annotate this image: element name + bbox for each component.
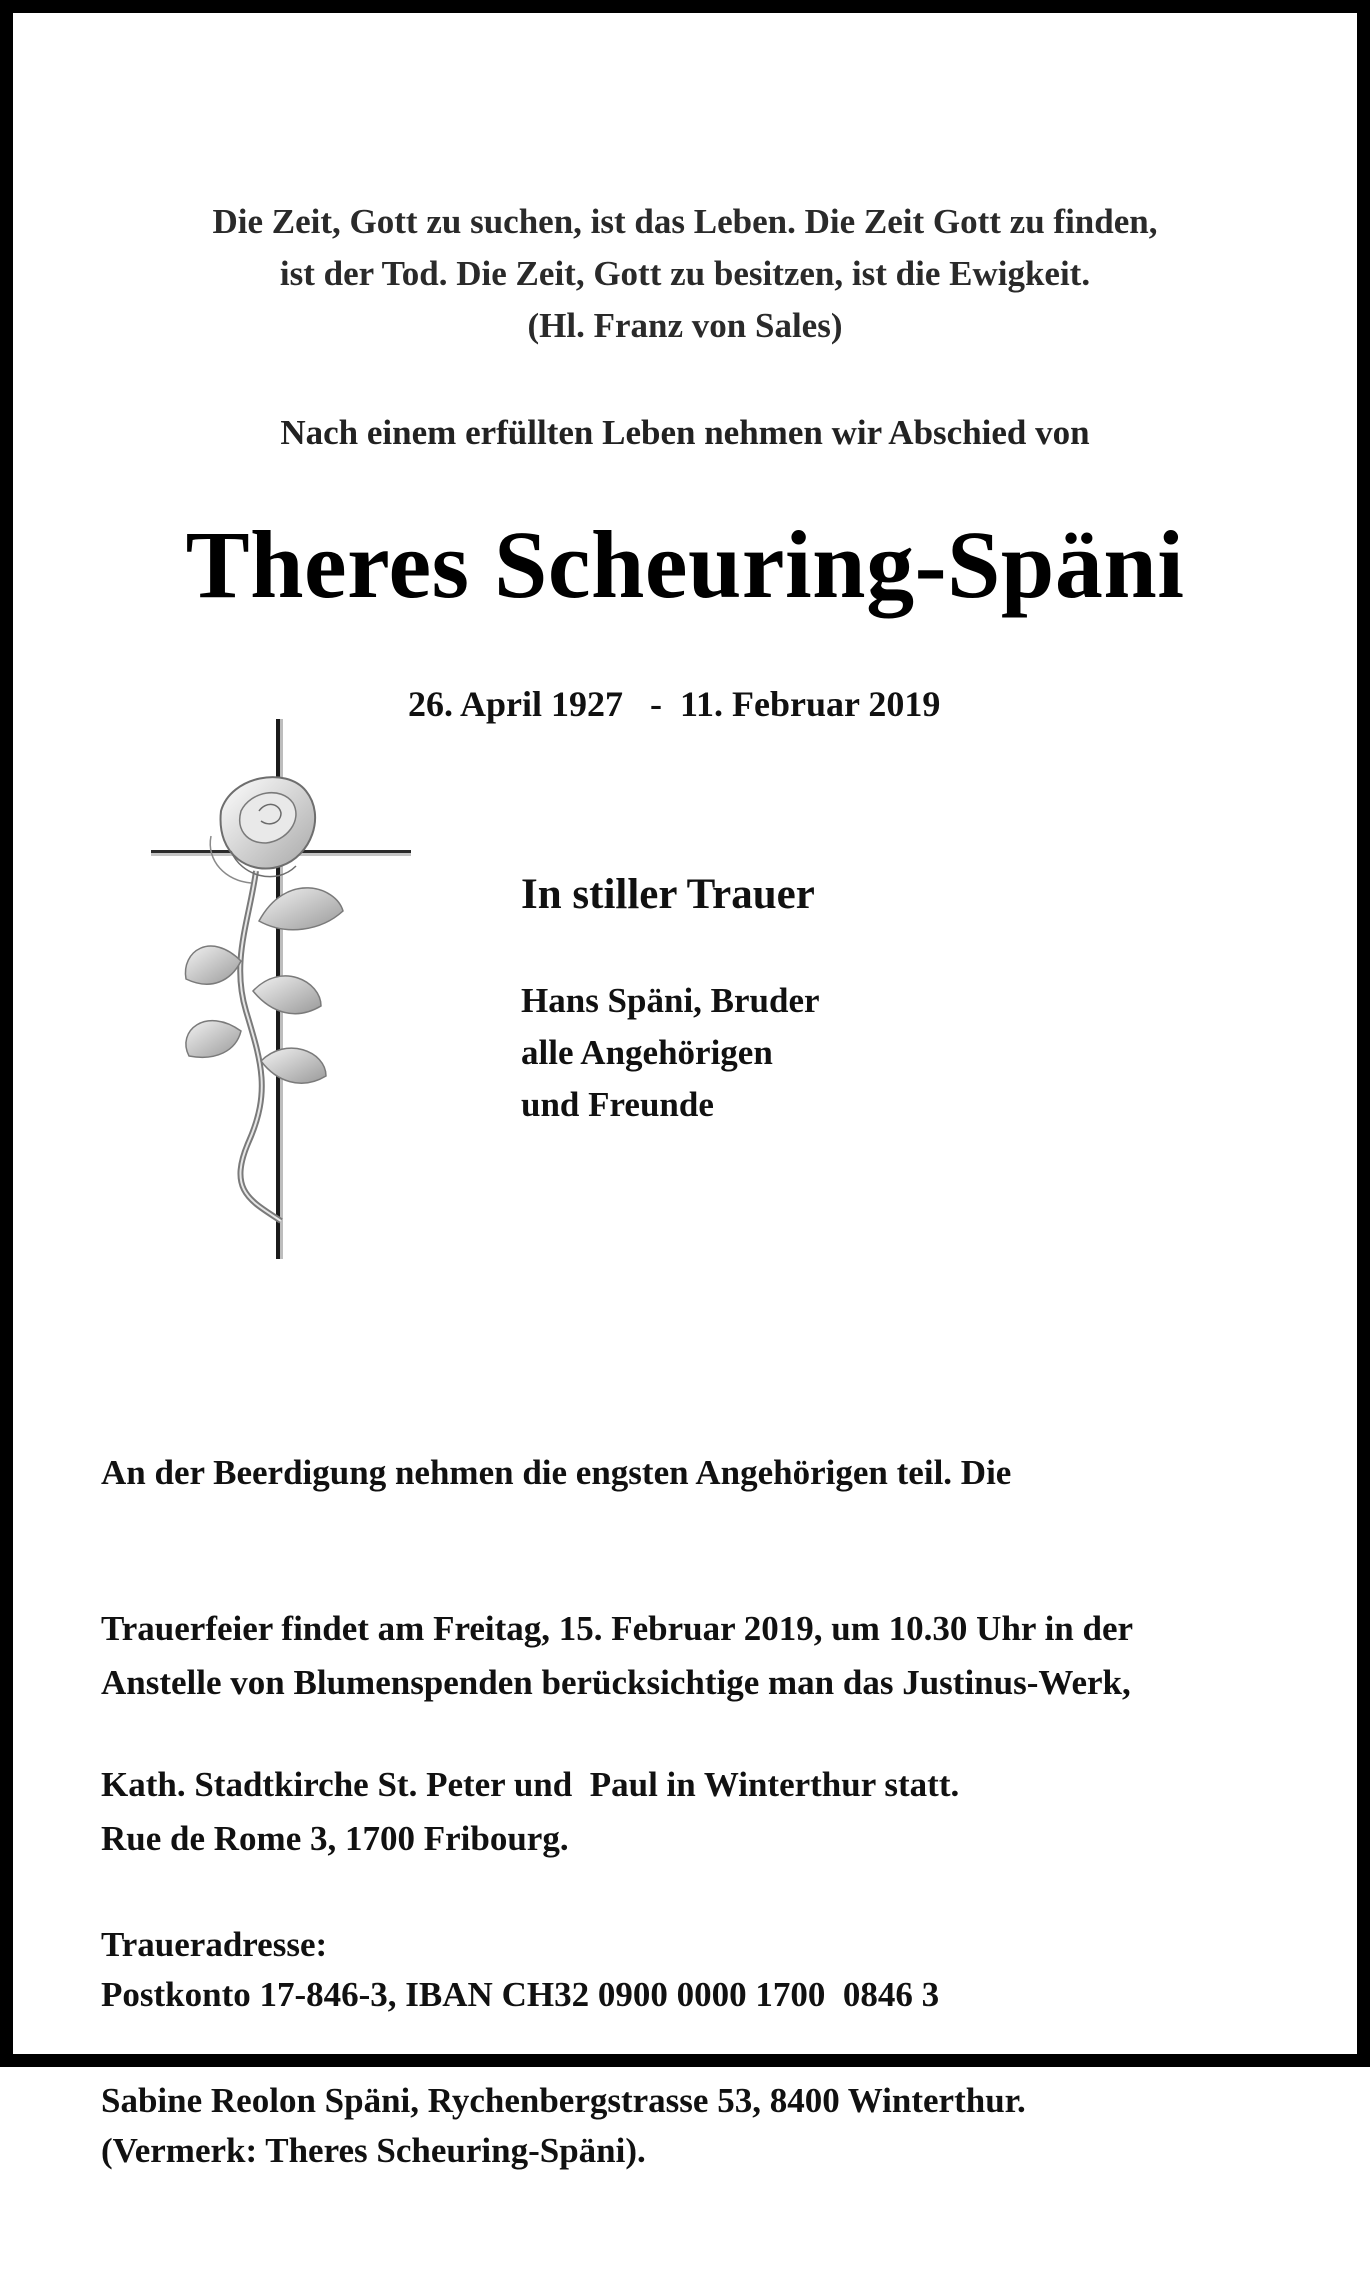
list-item: alle Angehörigen bbox=[521, 1033, 773, 1072]
intro-text: Nach einem erfüllten Leben nehmen wir Abschied von bbox=[280, 413, 1090, 452]
quote-block bbox=[13, 196, 1357, 352]
donation-line: Postkonto 17-846-3, IBAN CH32 0900 0000 1700 0846 3 bbox=[101, 1975, 940, 2014]
donation-line: Anstelle von Blumenspenden berücksichtige man das Justinus-Werk, bbox=[101, 1663, 1131, 1702]
mourning-address bbox=[101, 1815, 1026, 2231]
address-value: Sabine Reolon Späni, Rychenbergstrasse 53, 8400 Winterthur. bbox=[101, 2081, 1026, 2120]
mourning-heading: In stiller Trauer bbox=[521, 871, 815, 918]
mourners-list bbox=[521, 975, 820, 1131]
quote-line: Die Zeit, Gott zu suchen, ist das Leben. Die Zeit Gott zu finden, bbox=[212, 202, 1158, 241]
donation-line: (Vermerk: Theres Scheuring-Späni). bbox=[101, 2131, 646, 2170]
list-item: Hans Späni, Bruder bbox=[521, 981, 820, 1020]
quote-attribution: (Hl. Franz von Sales) bbox=[527, 306, 843, 345]
funeral-line: Kath. Stadtkirche St. Peter und Paul in Winterthur statt. bbox=[101, 1765, 960, 1804]
life-dates: 26. April 1927 - 11. Februar 2019 bbox=[408, 684, 941, 724]
quote-line: ist der Tod. Die Zeit, Gott zu besitzen, ist die Ewigkeit. bbox=[279, 254, 1091, 293]
funeral-line: Trauerfeier findet am Freitag, 15. Februar 2019, um 10.30 Uhr in der bbox=[101, 1609, 1134, 1648]
deceased-name: Theres Scheuring-Späni bbox=[185, 511, 1185, 618]
funeral-line: An der Beerdigung nehmen die engsten Angehörigen teil. Die bbox=[101, 1453, 1012, 1492]
cross-with-rose-icon bbox=[81, 661, 433, 1263]
address-label: Traueradresse: bbox=[101, 1925, 328, 1964]
list-item: und Freunde bbox=[521, 1085, 714, 1124]
donation-line: Rue de Rome 3, 1700 Fribourg. bbox=[101, 1819, 569, 1858]
